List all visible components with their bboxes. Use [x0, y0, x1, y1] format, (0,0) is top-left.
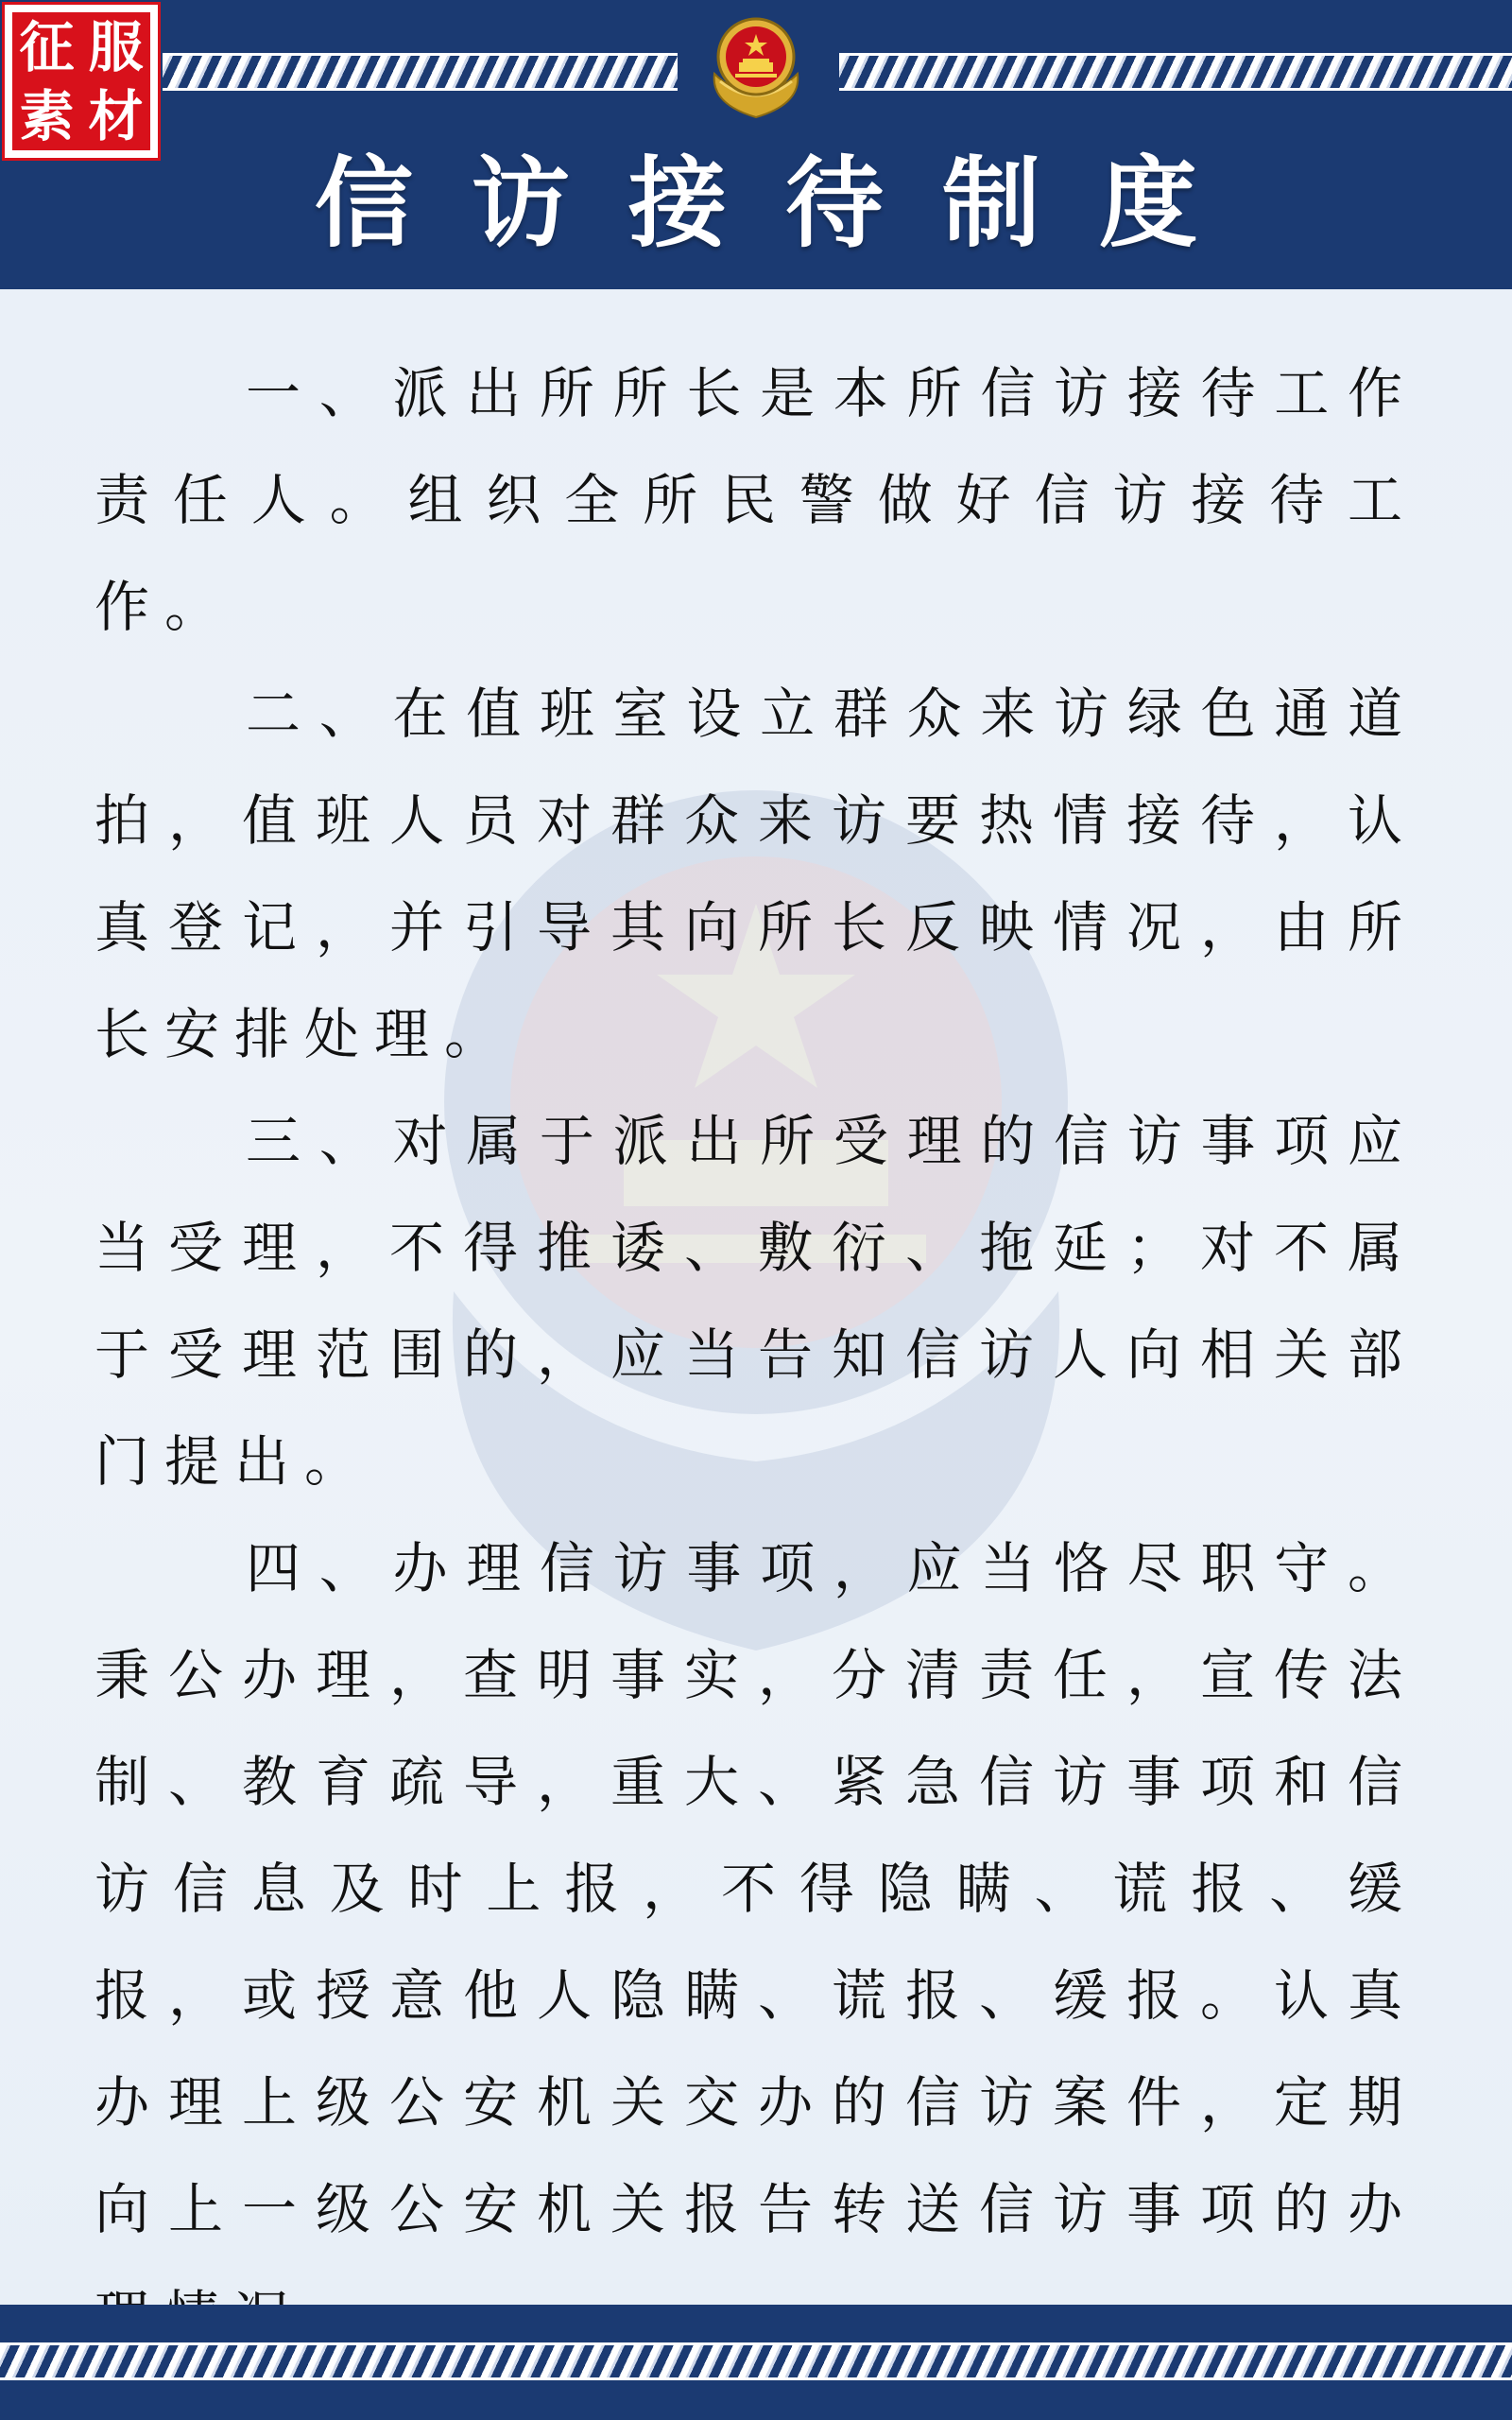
header-banner [0, 0, 1512, 289]
footer-banner [0, 2305, 1512, 2420]
regulation-item-3: 三、对属于派出所受理的信访事项应当受理，不得推诿、敷衍、拖延；对不属于受理范围的，应当告知信访人向相关部门提出。 [94, 1109, 1418, 1494]
stamp-char: 征 [19, 14, 75, 79]
stamp-char: 服 [88, 14, 144, 79]
stamp-char: 素 [19, 83, 75, 148]
rope-border-right [839, 53, 1512, 91]
rope-border-left [163, 53, 678, 91]
regulation-item-1: 一、派出所所长是本所信访接待工作责任人。组织全所民警做好信访接待工作。 [94, 361, 1418, 639]
stamp-char: 材 [88, 83, 144, 148]
source-stamp [2, 2, 161, 161]
regulation-text [94, 340, 1418, 2370]
rope-border-bottom [0, 2342, 1512, 2380]
regulation-item-4: 四、办理信访事项，应当恪尽职守。秉公办理，查明事实，分清责任，宣传法制、教育疏导，重大、紧急信访事项和信访信息及时上报，不得隐瞒、谎报、缓报，或授意他人隐瞒、谎报、缓报。认真办理上级公安机关交办的信访案件，定期向上一级公安机关报告转送信访事项的办 [94, 1536, 1418, 2241]
police-badge-icon [701, 11, 811, 123]
regulation-item-2: 二、在值班室设立群众来访绿色通道拍，值班人员对群众来访要热情接待，认真登记，并引导其向所长反映情况，由所长安排处理。 [94, 682, 1418, 1066]
page-title: 信访接待制度 [314, 146, 1256, 261]
